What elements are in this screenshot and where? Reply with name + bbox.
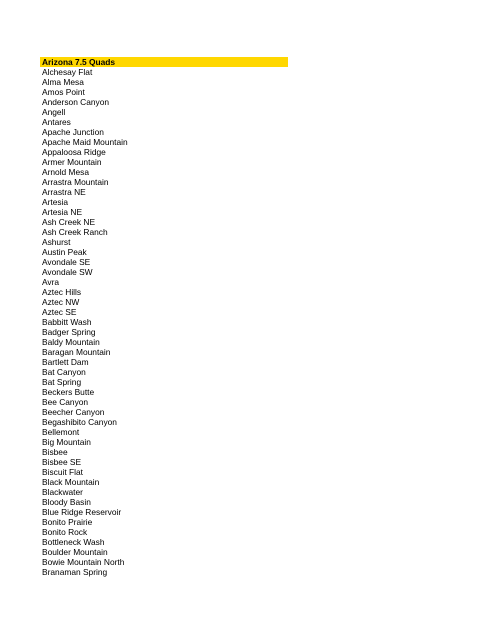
spreadsheet — [40, 57, 288, 577]
list-item[interactable]: Avra — [42, 277, 60, 287]
list-item[interactable]: Bloody Basin — [42, 497, 91, 507]
list-item[interactable]: Bat Canyon — [42, 367, 86, 377]
list-item[interactable]: Aztec SE — [42, 307, 77, 317]
list-item[interactable]: Boulder Mountain — [42, 547, 108, 557]
list-item[interactable]: Apache Maid Mountain — [42, 137, 128, 147]
list-item[interactable]: Bat Spring — [42, 377, 82, 387]
list-item[interactable]: Austin Peak — [42, 247, 87, 257]
list-item[interactable]: Arnold Mesa — [42, 167, 90, 177]
list-item[interactable]: Blackwater — [42, 487, 83, 497]
list-item[interactable]: Anderson Canyon — [42, 97, 110, 107]
list-item[interactable]: Artesia NE — [42, 207, 83, 217]
list-item[interactable]: Babbitt Wash — [42, 317, 92, 327]
list-item[interactable]: Big Mountain — [42, 437, 91, 447]
list-item[interactable]: Bonito Rock — [42, 527, 88, 537]
list-item[interactable]: Aztec Hills — [42, 287, 82, 297]
list-item[interactable]: Arrastra Mountain — [42, 177, 109, 187]
list-item[interactable]: Aztec NW — [42, 297, 80, 307]
header-cell[interactable]: Arizona 7.5 Quads — [40, 57, 288, 67]
list-item[interactable]: Bottleneck Wash — [42, 537, 105, 547]
list-item[interactable]: Branaman Spring — [42, 567, 108, 577]
list-item[interactable]: Armer Mountain — [42, 157, 102, 167]
list-item[interactable]: Apache Junction — [42, 127, 104, 137]
list-item[interactable]: Bisbee — [42, 447, 68, 457]
list-item[interactable]: Badger Spring — [42, 327, 96, 337]
list-item[interactable]: Ashurst — [42, 237, 71, 247]
list-item[interactable]: Avondale SW — [42, 267, 93, 277]
list-item[interactable]: Avondale SE — [42, 257, 91, 267]
list-item[interactable]: Blue Ridge Reservoir — [42, 507, 122, 517]
list-item[interactable]: Artesia — [42, 197, 69, 207]
list-item[interactable]: Arrastra NE — [42, 187, 86, 197]
list-item[interactable]: Bisbee SE — [42, 457, 82, 467]
list-item[interactable]: Bee Canyon — [42, 397, 89, 407]
list-item[interactable]: Baldy Mountain — [42, 337, 100, 347]
quad-list — [40, 67, 288, 577]
list-item[interactable]: Begashibito Canyon — [42, 417, 117, 427]
list-item[interactable]: Beecher Canyon — [42, 407, 105, 417]
list-item[interactable]: Amos Point — [42, 87, 85, 97]
list-item[interactable]: Alma Mesa — [42, 77, 84, 87]
list-item[interactable]: Bellemont — [42, 427, 80, 437]
list-item[interactable]: Antares — [42, 117, 71, 127]
list-item[interactable]: Appaloosa Ridge — [42, 147, 106, 157]
list-item[interactable]: Biscuit Flat — [42, 467, 83, 477]
list-item[interactable]: Beckers Butte — [42, 387, 95, 397]
list-item[interactable]: Angell — [42, 107, 66, 117]
list-item[interactable]: Ash Creek NE — [42, 217, 96, 227]
list-item[interactable]: Ash Creek Ranch — [42, 227, 108, 237]
list-item[interactable]: Alchesay Flat — [42, 67, 93, 77]
list-item[interactable]: Baragan Mountain — [42, 347, 111, 357]
list-item[interactable]: Bartlett Dam — [42, 357, 89, 367]
list-item[interactable]: Bowie Mountain North — [42, 557, 125, 567]
list-item[interactable]: Black Mountain — [42, 477, 100, 487]
list-item[interactable]: Bonito Prairie — [42, 517, 93, 527]
